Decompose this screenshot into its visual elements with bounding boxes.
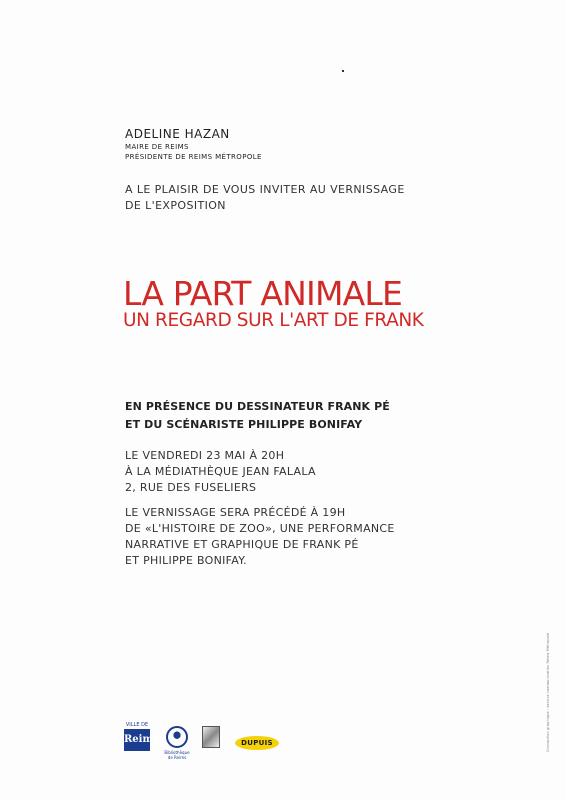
invitation-text: [125, 182, 405, 214]
notes-line-1: LE VERNISSAGE SERA PRÉCÉDÉ À 19H: [125, 506, 346, 519]
event-details: [125, 448, 316, 496]
bande-dessinee-logo: [200, 726, 222, 760]
ville-de-reims-logo: [124, 722, 159, 762]
tree-icon: [166, 726, 188, 748]
event-date: LE VENDREDI 23 MAI À 20H: [125, 449, 285, 462]
presence-line-1: EN PRÉSENCE DU DESSINATEUR FRANK PÉ: [125, 400, 390, 413]
host-role-line-1: MAIRE DE REIMS: [125, 143, 189, 151]
mediatheque-logo: [164, 726, 190, 762]
exhibition-subtitle: UN REGARD SUR L'ART DE FRANK: [123, 310, 424, 331]
invitation-line-1: A LE PLAISIR DE VOUS INVITER AU VERNISSAGE: [125, 183, 405, 196]
mediatheque-logo-caption: Bibliothèque de Reims: [164, 750, 190, 760]
reims-logo-word: Reims: [124, 729, 150, 751]
host-role-line-2: PRÉSIDENTE DE REIMS MÉTROPOLE: [125, 153, 262, 161]
dupuis-logo: DUPUIS: [235, 736, 279, 750]
illustration-icon: [202, 726, 220, 748]
performance-notes: [125, 505, 395, 569]
host-name: ADELINE HAZAN: [125, 127, 230, 141]
event-address: 2, RUE DES FUSELIERS: [125, 481, 257, 494]
notes-line-3: NARRATIVE ET GRAPHIQUE DE FRANK PÉ: [125, 538, 359, 551]
vertical-credits: Conception graphique : service communication Reims Métropole: [546, 632, 550, 752]
exhibition-title: LA PART ANIMALE: [123, 274, 403, 313]
event-venue: À LA MÉDIATHÈQUE JEAN FALALA: [125, 465, 316, 478]
partner-logos: [120, 722, 300, 767]
speck-mark: [342, 70, 344, 72]
notes-line-4: ET PHILIPPE BONIFAY.: [125, 554, 247, 567]
reims-logo-caption: VILLE DE: [125, 722, 149, 728]
presence-line-2: ET DU SCÉNARISTE PHILIPPE BONIFAY: [125, 418, 363, 431]
notes-line-2: DE «L'HISTOIRE DE ZOO», UNE PERFORMANCE: [125, 522, 395, 535]
host-block: [125, 127, 262, 162]
invitation-line-2: DE L'EXPOSITION: [125, 199, 226, 212]
presence-block: [125, 398, 390, 434]
exhibition-title-block: [123, 276, 424, 330]
